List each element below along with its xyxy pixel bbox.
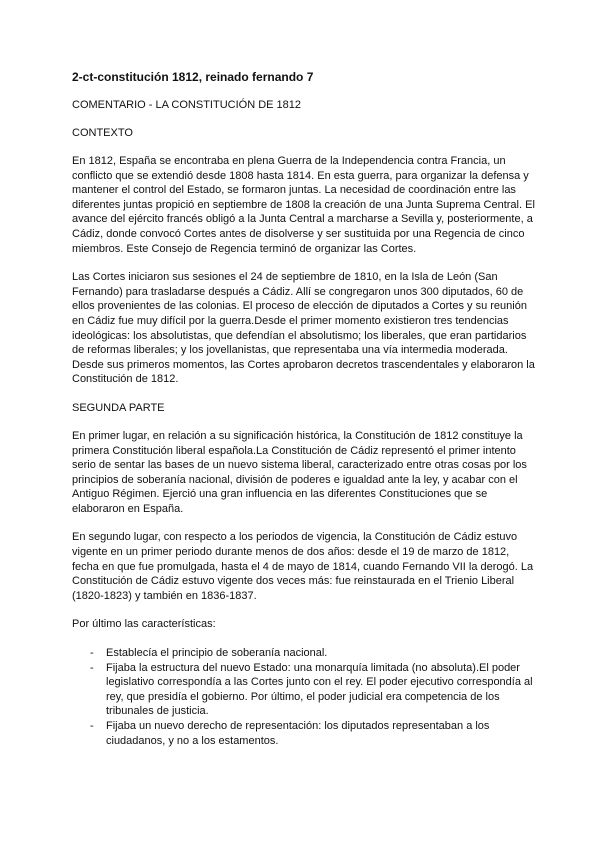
document-title: 2-ct-constitución 1812, reinado fernando 7	[72, 70, 314, 84]
segunda-paragraph-1: En primer lugar, en relación a su significación histórica, la Constitución de 1812 constituye la primera Constitución liberal española.La Constitución de Cádiz representó el primer intento serio de sentar las bases de un nuevo sistema liberal, caracterizado entre otras cosas por los principios de soberanía nacional, división de poderes e igualdad ante la ley, y acabar con el Antiguo Régimen. Ejerció una gran influencia en las diferentes Constituciones que se elaboraron en España.	[72, 429, 527, 515]
list-item-text: Establecía el principio de soberanía nacional.	[106, 647, 328, 660]
characteristics-intro: Por último las características:	[72, 618, 216, 631]
list-item-text: Fijaba un nuevo derecho de representación: los diputados representaban a los ciudadanos, y no a los estamentos.	[106, 720, 490, 747]
list-item	[72, 719, 538, 748]
segunda-paragraph-2: En segundo lugar, con respecto a los periodos de vigencia, la Constitución de Cádiz estuvo vigente en un primer periodo durante menos de dos años: desde el 19 de marzo de 1812, fecha en que fue promulgada, hasta el 4 de mayo de 1814, cuando Fernando VII la derogó. La Constitución de Cádiz estuvo vigente dos veces más: fue reinstaurada en el Trienio Liberal (1820-1823) y también en 1836-1837.	[72, 531, 534, 602]
bullet-marker: -	[90, 647, 94, 660]
list-item	[72, 646, 538, 661]
list-item-text: Fijaba la estructura del nuevo Estado: una monarquía limitada (no absoluta).El poder legislativo correspondía a las Cortes junto con el rey. El poder ejecutivo correspondía al rey, que presidía el gobierno. Por último, el poder judicial era competencia de los tribunales de justicia.	[106, 661, 533, 718]
bullet-marker: -	[90, 720, 94, 732]
list-item	[72, 661, 538, 719]
characteristics-list	[72, 646, 538, 748]
bullet-marker: -	[90, 661, 94, 674]
contexto-paragraph-1: En 1812, España se encontraba en plena Guerra de la Independencia contra Francia, un conflicto que se extendió desde 1808 hasta 1814. En esta guerra, para organizar la defensa y mantener el control del Estado, se formaron juntas. La necesidad de coordinación entre las diferentes juntas propició en septiembre de 1808 la creación de una Junta Suprema Central. El avance del ejército francés obligó a la Junta Central a marcharse a Sevilla y, posteriormente, a Cádiz, donde convocó Cortes antes de disolverse y ser sustituida por una Regencia de cinco miembros. Este Consejo de Regencia terminó de organizar las Cortes.	[72, 155, 535, 255]
contexto-heading: CONTEXTO	[72, 127, 133, 139]
document-subtitle: COMENTARIO - LA CONSTITUCIÓN DE 1812	[72, 99, 302, 111]
segunda-parte-heading: SEGUNDA PARTE	[72, 401, 165, 414]
contexto-paragraph-2: Las Cortes iniciaron sus sesiones el 24 de septiembre de 1810, en la Isla de León (San Fernando) para trasladarse después a Cádiz. Allí se congregaron unos 300 diputados, 60 de ellos provenientes de las colonias. El proceso de elección de diputados a Cortes y su reunión en Cádiz fue muy difícil por la guerra.Desde el primer momento existieron tres tendencias ideológicas: los absolutistas, que defendían el absolutismo; los liberales, que eran partidarios de reformas liberales; y los jovellanistas, que representaba una vía intermedia moderada. Desde sus primeros momentos, las Cortes aprobaron decretos trascendentales y elaboraron la Constitución de 1812.	[72, 271, 535, 386]
